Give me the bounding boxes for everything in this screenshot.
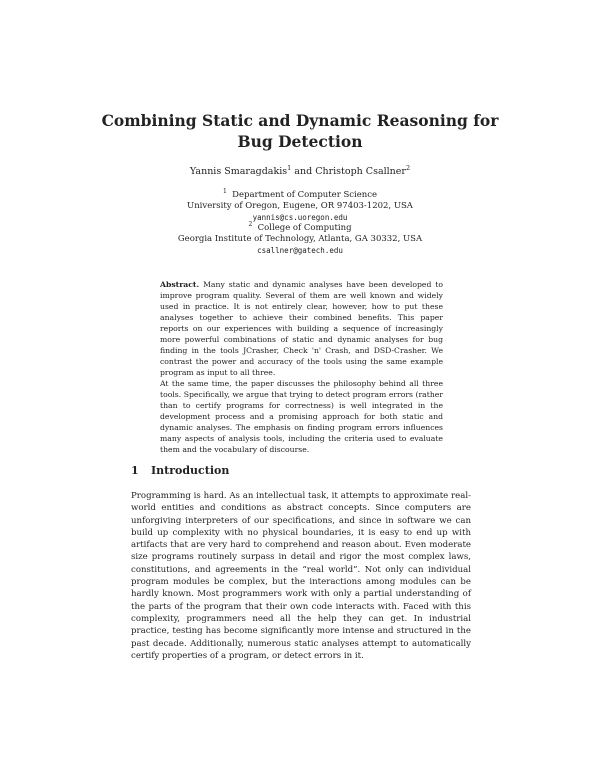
affiliation-2-email: csallner@gatech.edu — [257, 246, 343, 256]
affiliation-1-inst: University of Oregon, Eugene, OR 97403-1202, USA — [187, 201, 413, 212]
author-1-mark: 1 — [287, 164, 292, 172]
affiliation-2-dept: College of Computing — [257, 222, 352, 233]
abstract — [160, 279, 443, 455]
affiliation-2-inst: Georgia Institute of Technology, Atlanta, GA 30332, USA — [177, 234, 423, 245]
abstract-paragraph-1 — [160, 279, 443, 378]
affiliation-1-email: yannis@cs.uoregon.edu — [252, 213, 348, 223]
paper-title — [100, 110, 500, 152]
section-number: 1 — [131, 464, 139, 477]
title-line-2: Bug Detection — [237, 132, 363, 151]
abstract-text-1: Many static and dynamic analyses have been developed to improve program quality. Several of them are well known and widely used in practice. It is not entirely clear, however, how to put these analyses together to achieve their combined benefits. This paper reports on our experiences with building a sequence of increasingly more powerful combinations of static and dynamic analyses for bug finding in the tools JCrasher, Check 'n' Crash, and DSD-Crasher. We contrast the power and accuracy of the tools using the same example program as input to all three. — [160, 280, 443, 377]
section-heading — [131, 464, 229, 477]
affiliation-1-mark: 1 — [222, 188, 227, 195]
intro-paragraph: Programming is hard. As an intellectual task, it attempts to approximate real-world entities and conditions as abstract concepts. Since computers are unforgiving interpreters of our specifications, and since in software we can build up complexity with no physical boundaries, it is easy to end up with artifacts that are very hard to comprehend and reason about. Even moderate size programs routinely surpass in detail and rigor the most complex laws, constitutions, and agreements in the “real world”. Not only can individual program modules be complex, but the interactions among modules can be hardly known. Most programmers work with only a partial understanding of the parts of the program that their own code interacts with. Faced with this complexity, programmers need all the help they can get. In industrial practice, testing has become significantly more intense and structured in the past decade. Additionally, numerous static analyses attempt to automatically certify properties of a program, or detect errors in it. — [131, 491, 471, 661]
author-1: Yannis Smaragdakis — [189, 166, 288, 178]
section-title: Introduction — [151, 464, 230, 477]
abstract-paragraph-2: At the same time, the paper discusses the philosophy behind all three tools. Specifically, we argue that trying to detect program errors (rather than to certify programs for correctness) is well integrated in the development process and a promising approach for both static and dynamic analyses. The emphasis on finding program errors influences many aspects of analysis tools, including the criteria used to evaluate them and the vocabulary of discourse. — [160, 379, 443, 454]
affiliation-2 — [100, 219, 500, 256]
abstract-label: Abstract. — [160, 280, 200, 289]
affiliation-1 — [100, 186, 500, 223]
title-line-1: Combining Static and Dynamic Reasoning for — [101, 111, 499, 130]
author-list — [100, 164, 500, 177]
author-conjunction: and — [294, 166, 313, 178]
author-2-mark: 2 — [405, 164, 411, 172]
affiliation-2-mark: 2 — [248, 221, 253, 228]
author-2: Christoph Csallner — [315, 166, 406, 178]
affiliation-1-dept: Department of Computer Science — [232, 189, 378, 200]
